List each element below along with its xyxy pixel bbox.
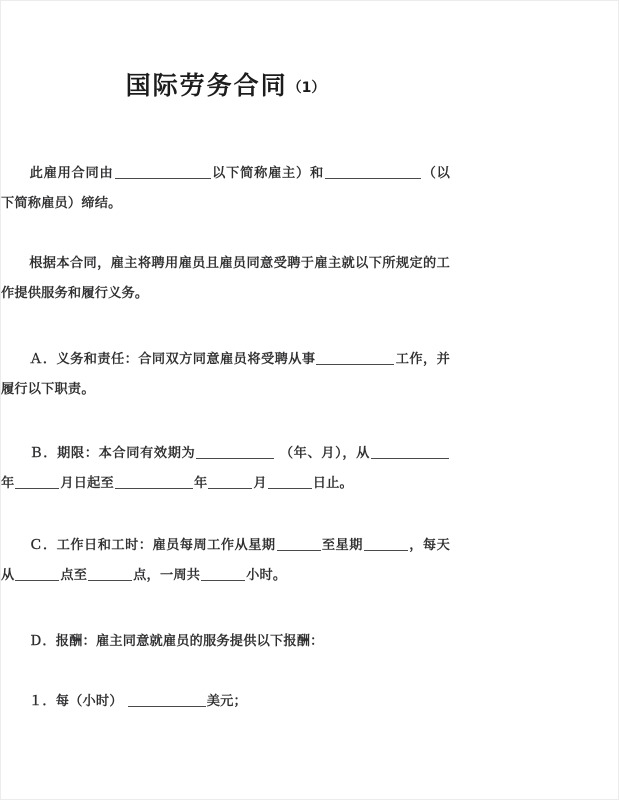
clause-b-text-3: 年 [1,476,15,491]
blank-start-month[interactable] [15,474,59,489]
blank-daily-start-hour[interactable] [15,566,59,581]
clause-b-text-7: 日止。 [312,476,353,491]
clause-c-text-1: 雇员每周工作从星期 [152,538,276,553]
blank-end-month[interactable] [208,474,252,489]
blank-weekly-hours[interactable] [201,566,245,581]
blank-term-duration[interactable] [196,444,274,459]
parties-text-1: 此雇用合同由 [29,166,114,181]
clause-a-label: Ａ．义务和责任： [29,352,139,367]
clause-b-text-6: 月 [253,476,267,491]
clause-d [1,627,450,657]
clause-b-text-4: 月日起至 [60,476,114,491]
clause-b-text-2: （年、月），从 [279,446,370,461]
parties-text-2: 以下简称雇主）和 [211,166,325,181]
blank-daily-end-hour[interactable] [88,566,132,581]
clause-d-text: 雇主同意就雇员的服务提供以下报酬： [95,634,324,649]
blank-hourly-rate[interactable] [128,692,206,707]
clause-a-text-2: 工作，并履行以下职责。 [1,352,450,397]
blank-end-year[interactable] [115,474,193,489]
page-title-suffix: （1） [287,80,326,96]
blank-start-year[interactable] [371,444,449,459]
paragraph-scope [1,249,450,309]
blank-employer-name[interactable] [115,164,211,179]
clause-d-item-1 [1,687,450,717]
blank-job-position[interactable] [316,350,394,365]
blank-employee-name[interactable] [325,164,421,179]
clause-d-label: Ｄ．报酬： [29,634,96,649]
clause-c-text-2: 至星期 [321,538,363,553]
blank-week-end-day[interactable] [364,536,408,551]
clause-a-text-1: 合同双方同意雇员将受聘从事 [138,352,316,367]
clause-c-label: Ｃ．工作日和工时： [29,538,153,553]
clause-d-item-1-text-2: 美元； [206,694,247,709]
clause-c-text-6: 小时。 [246,568,287,583]
clause-d-item-1-text-1: １．每（小时） [29,694,123,709]
clause-a [1,345,450,405]
clause-c-text-4: 点至 [60,568,88,583]
clause-c [1,531,450,591]
page-title-main: 国际劳务合同 [125,71,288,100]
clause-b-text-1: 本合同有效期为 [98,446,196,461]
clause-b-label: Ｂ．期限： [29,446,99,461]
clause-c-text-3: ，每天从 [1,538,450,583]
clause-b [1,439,450,499]
clause-c-text-5: 点，一周共 [133,568,201,583]
parties-text-3: （以下简称雇员）缔结。 [1,166,451,211]
scope-text: 根据本合同，雇主将聘用雇员且雇员同意受聘于雇主就以下所规定的工作提供服务和履行义务。 [1,256,450,301]
blank-week-start-day[interactable] [277,536,321,551]
paragraph-parties [1,159,450,219]
page-title [1,71,450,101]
blank-end-day[interactable] [268,474,312,489]
clause-b-text-5: 年 [193,476,208,491]
